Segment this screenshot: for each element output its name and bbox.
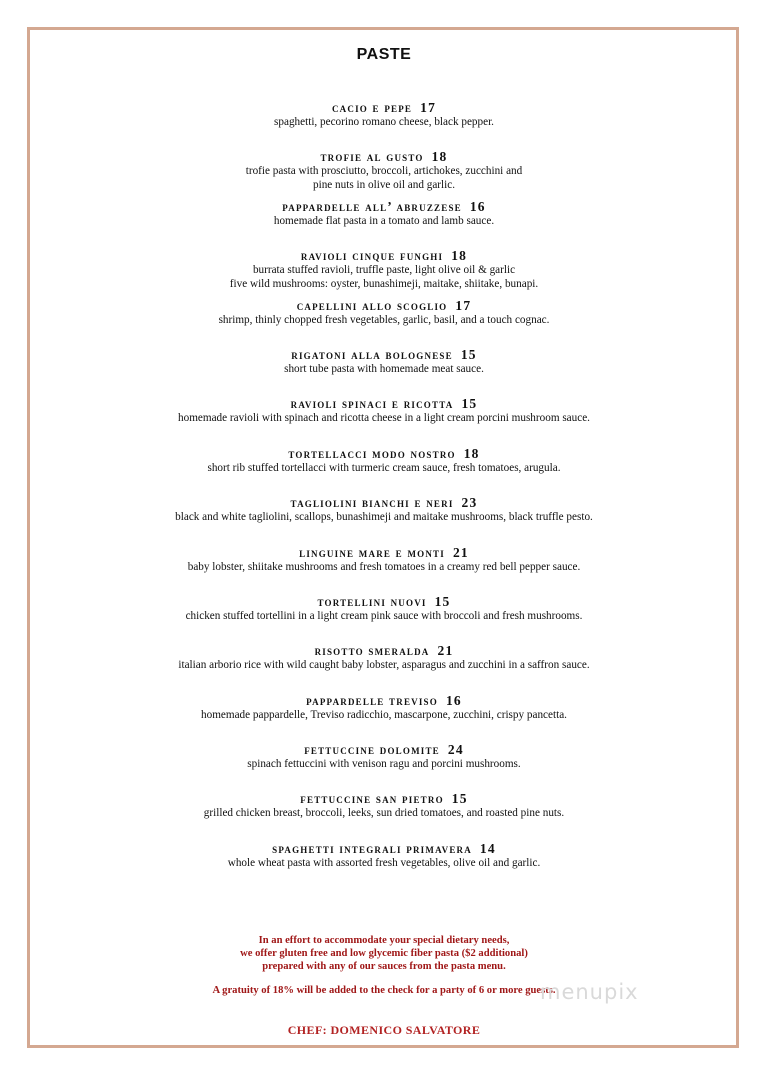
dish-price: 14 — [479, 840, 496, 856]
menu-item — [0, 248, 768, 297]
dish-price: 15 — [434, 593, 451, 609]
menu-item-name — [0, 791, 768, 806]
menu-item-description: pine nuts in olive oil and garlic. — [313, 179, 455, 192]
dish-name: risotto smeralda — [314, 643, 430, 659]
dish-price: 18 — [463, 445, 480, 461]
menu-item-description: short tube pasta with homemade meat sauce. — [284, 362, 484, 375]
dish-price: 23 — [461, 495, 478, 511]
menu-items — [0, 100, 768, 890]
menu-item-name — [0, 248, 768, 263]
dish-price: 18 — [451, 248, 468, 264]
menu-item-name — [0, 446, 768, 461]
dish-name: tortellacci modo nostro — [288, 445, 456, 461]
menu-item — [0, 594, 768, 643]
dietary-notice — [0, 934, 768, 973]
dish-price: 18 — [431, 149, 448, 165]
dietary-notice-line: we offer gluten free and low glycemic fiber pasta ($2 additional) — [240, 948, 528, 959]
menu-item-description: spaghetti, pecorino romano cheese, black pepper. — [274, 116, 494, 128]
menu-item-name — [0, 396, 768, 411]
menu-item-name — [0, 149, 768, 164]
menu-item — [0, 149, 768, 198]
menu-item — [0, 791, 768, 840]
menu-item — [0, 298, 768, 347]
menu-item-description: grilled chicken breast, broccoli, leeks, sun dried tomatoes, and roasted pine nuts. — [203, 807, 565, 820]
dish-price: 24 — [447, 742, 464, 758]
dish-price: 15 — [460, 346, 477, 362]
menu-item-name — [0, 643, 768, 658]
menu-item-name — [0, 693, 768, 708]
dish-name: ravioli spinaci e ricotta — [290, 396, 454, 412]
dish-name: pappardelle all’ abruzzese — [282, 198, 462, 214]
menu-item-description: baby lobster, shiitake mushrooms and fresh tomatoes in a creamy red bell pepper sauce. — [187, 560, 581, 573]
menu-item-description: homemade flat pasta in a tomato and lamb sauce. — [273, 214, 495, 227]
dish-name: capellini allo scoglio — [296, 297, 448, 313]
dish-name: fettuccine dolomite — [304, 742, 440, 758]
menu-item-name — [0, 742, 768, 757]
menu-item-description: black and white tagliolini, scallops, bunashimeji and maitake mushrooms, black truffle pesto. — [175, 511, 593, 524]
watermark: menupix — [540, 980, 639, 1004]
dish-name: tagliolini bianchi e neri — [290, 495, 454, 511]
dish-price: 16 — [469, 198, 486, 214]
dish-name: trofie al gusto — [320, 149, 424, 165]
menu-item — [0, 199, 768, 248]
menu-item-name — [0, 545, 768, 560]
menu-item-description: italian arborio rice with wild caught baby lobster, asparagus and zucchini in a saffron sauce. — [178, 659, 590, 672]
menu-item — [0, 643, 768, 692]
menu-item-description: whole wheat pasta with assorted fresh vegetables, olive oil and garlic. — [227, 856, 541, 869]
menu-item — [0, 545, 768, 594]
dietary-notice-line: prepared with any of our sauces from the pasta menu. — [262, 961, 506, 972]
menu-item-name — [0, 298, 768, 313]
menu-item — [0, 446, 768, 495]
page-title: PASTE — [356, 46, 412, 63]
dish-price: 15 — [461, 396, 478, 412]
menu-item — [0, 841, 768, 890]
menu-item — [0, 100, 768, 149]
dish-name: pappardelle treviso — [306, 692, 438, 708]
dish-price: 21 — [437, 643, 454, 659]
menu-item-name — [0, 594, 768, 609]
chef-credit: CHEF: DOMENICO SALVATORE — [287, 1023, 481, 1037]
dish-price: 15 — [451, 791, 468, 807]
dish-price: 16 — [445, 692, 462, 708]
menu-item-description: five wild mushrooms: oyster, bunashimeji, maitake, shiitake, bunapi. — [229, 278, 539, 291]
menu-item-description: chicken stuffed tortellini in a light cream pink sauce with broccoli and fresh mushrooms. — [185, 609, 583, 622]
dish-name: spaghetti integrali primavera — [272, 840, 472, 856]
menu-item-description: shrimp, thinly chopped fresh vegetables, garlic, basil, and a touch cognac. — [218, 313, 550, 326]
menu-item-description: homemade ravioli with spinach and ricotta cheese in a light cream porcini mushroom sauce. — [178, 412, 590, 425]
dish-name: linguine mare e monti — [299, 544, 445, 560]
menu-item-description: homemade pappardelle, Treviso radicchio, mascarpone, zucchini, crispy pancetta. — [201, 708, 567, 721]
menu-item-name — [0, 841, 768, 856]
menu-item — [0, 347, 768, 396]
menu-item — [0, 396, 768, 445]
menu-item — [0, 693, 768, 742]
menu-item-description: burrata stuffed ravioli, truffle paste, light olive oil & garlic — [252, 264, 516, 277]
dish-name: tortellini nuovi — [317, 593, 427, 609]
dish-name: fettuccine san pietro — [300, 791, 444, 807]
menu-item-description: spinach fettuccini with venison ragu and porcini mushrooms. — [247, 758, 521, 771]
dish-name: cacio e pepe — [331, 100, 413, 115]
dietary-notice-line: In an effort to accommodate your special dietary needs, — [258, 935, 510, 946]
dish-name: rigatoni alla bolognese — [291, 346, 453, 362]
menu-item-description: trofie pasta with prosciutto, broccoli, artichokes, zucchini and — [245, 165, 523, 178]
dish-name: ravioli cinque funghi — [300, 248, 444, 264]
menu-item-name — [0, 347, 768, 362]
menu-item-name — [0, 495, 768, 510]
menu-item — [0, 495, 768, 544]
menu-item — [0, 742, 768, 791]
menu-item-description: short rib stuffed tortellacci with turmeric cream sauce, fresh tomatoes, arugula. — [207, 461, 561, 474]
menu-item-name — [0, 199, 768, 214]
dish-price: 17 — [420, 100, 437, 115]
dish-price: 21 — [452, 544, 469, 560]
gratuity-notice: A gratuity of 18% will be added to the check for a party of 6 or more guests. — [212, 985, 556, 996]
menu-item-name — [0, 100, 768, 115]
dish-price: 17 — [455, 297, 472, 313]
